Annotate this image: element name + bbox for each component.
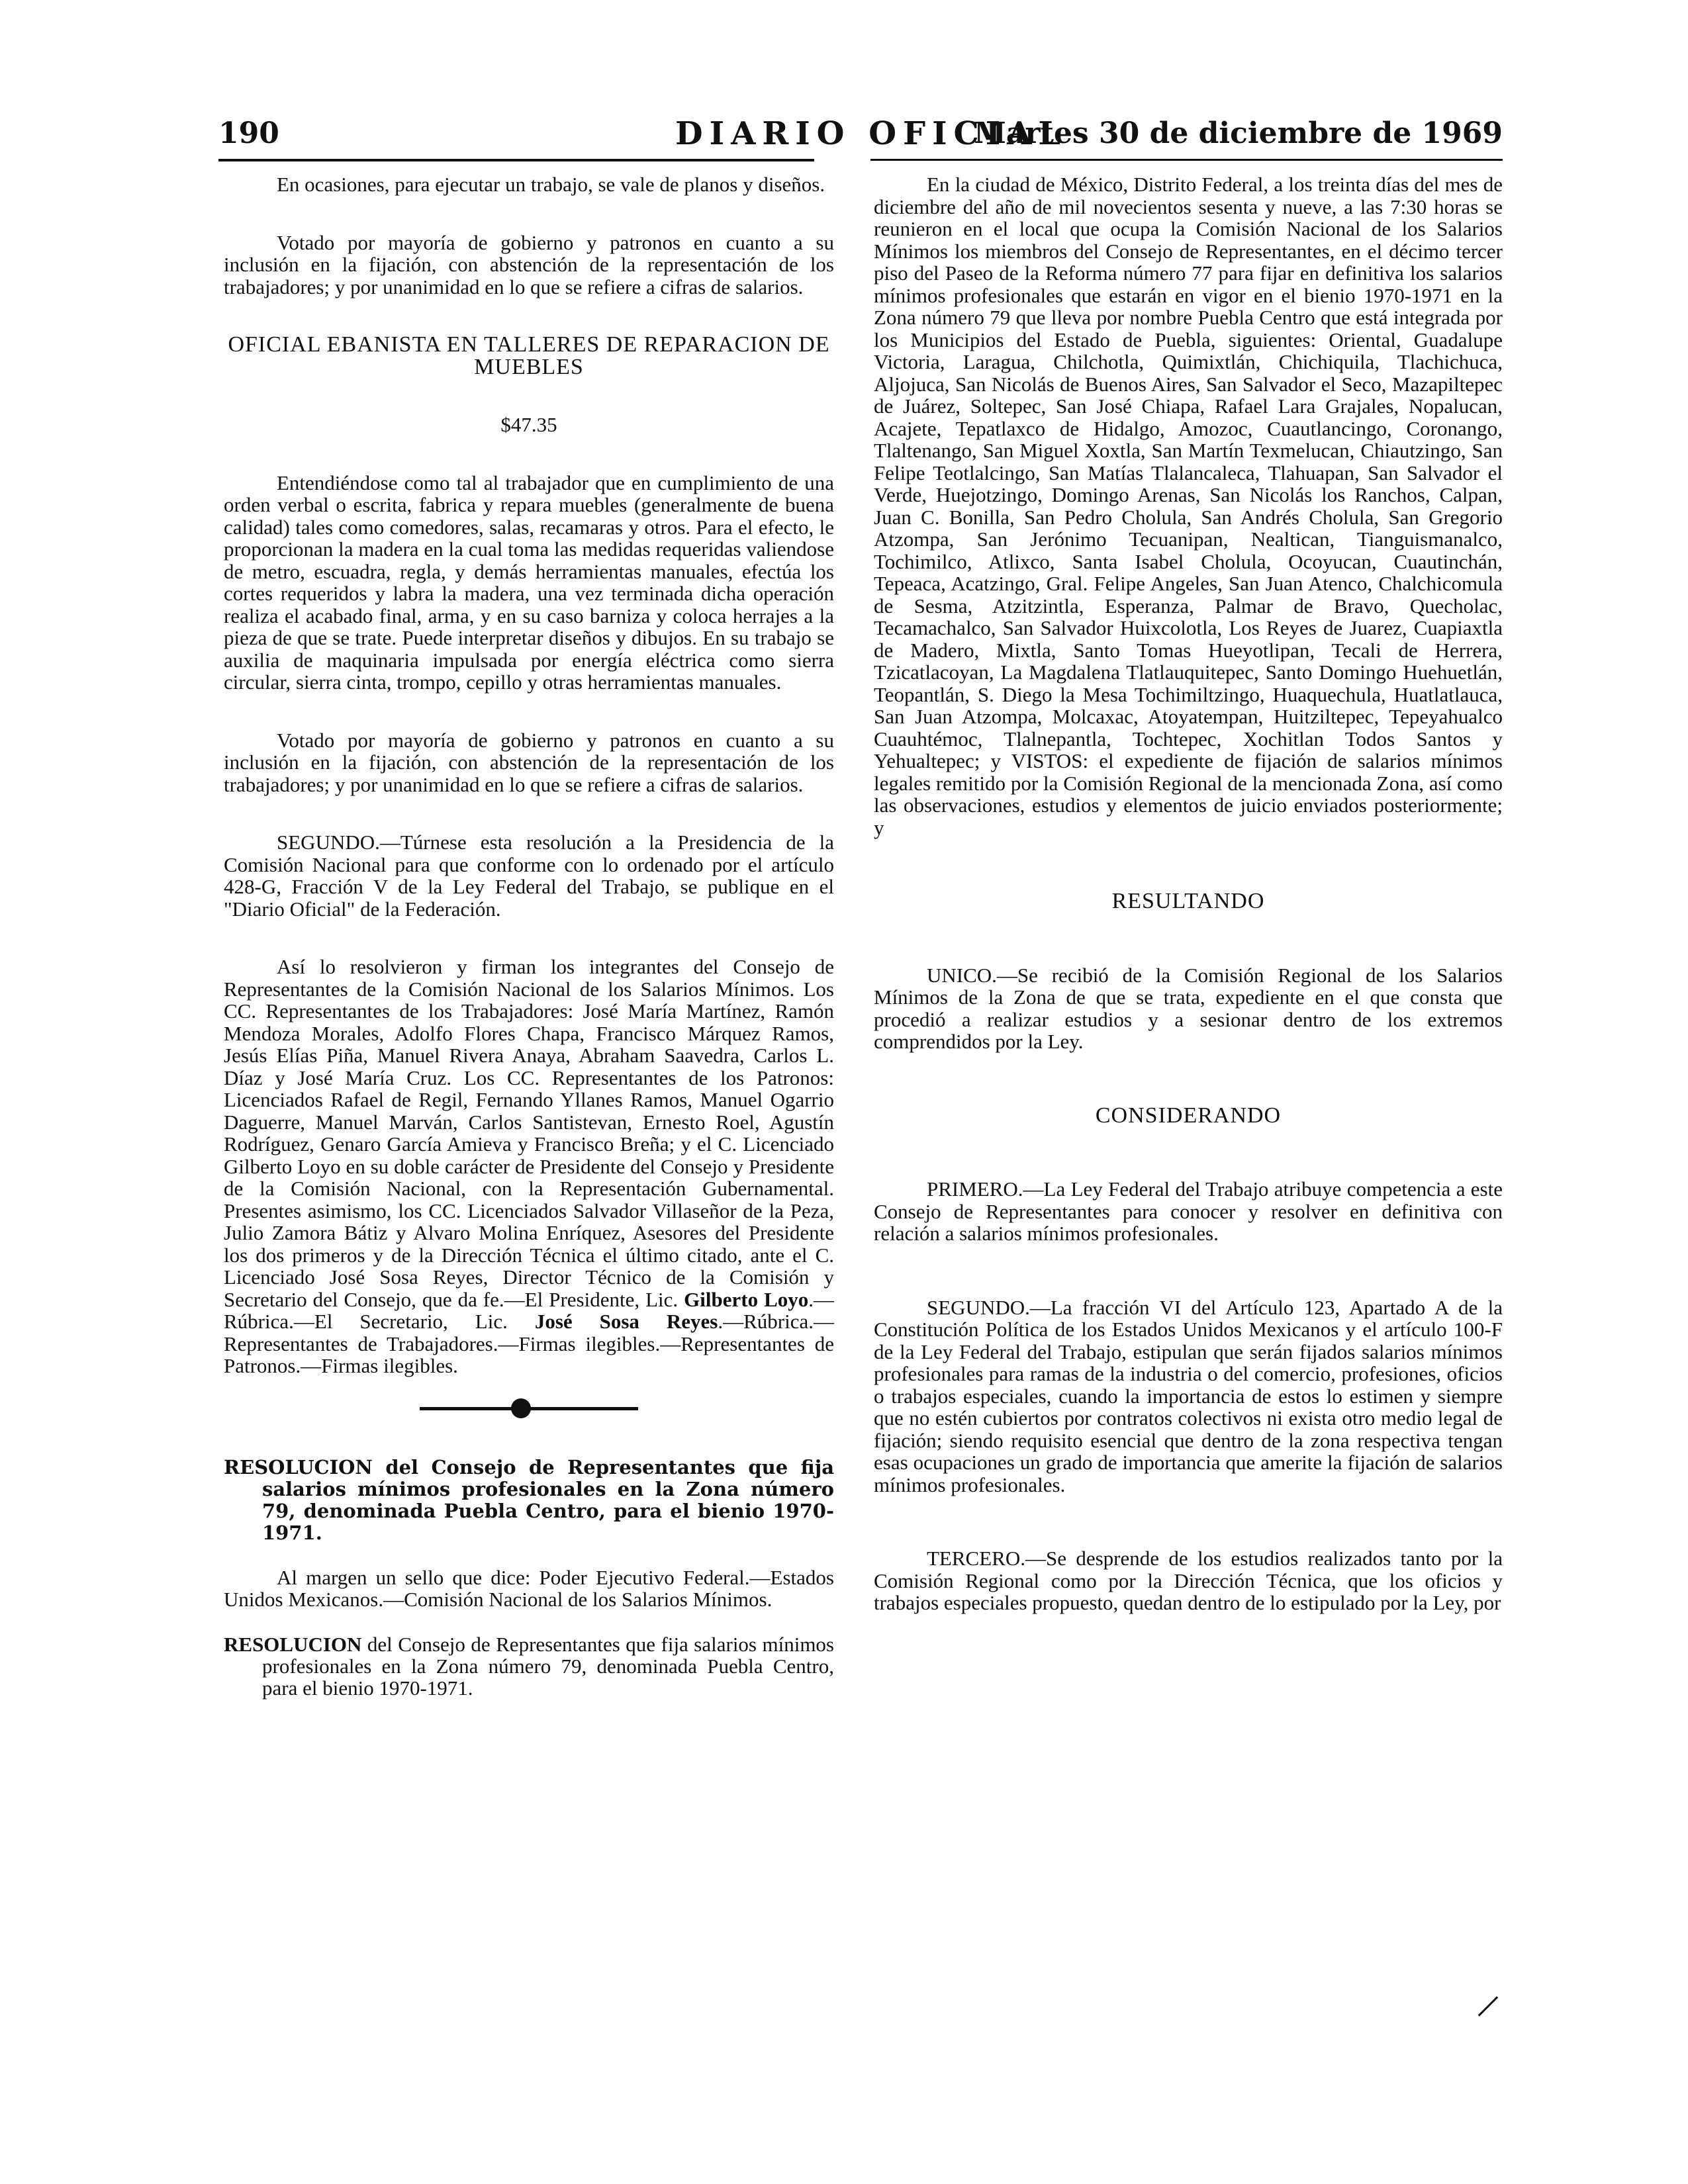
occupation-wage: $47.35	[500, 413, 557, 436]
header-rule-left	[218, 159, 814, 161]
paragraph: En ocasiones, para ejecutar un trabajo, se vale de planos y diseños.	[277, 173, 825, 196]
header-rule-right	[870, 159, 1503, 161]
signatories-text: .—Rúbrica.—El Secretario, Lic.	[224, 1287, 834, 1333]
heading-resultando: RESULTANDO	[1111, 889, 1265, 913]
secretary-name: José Sosa Reyes	[534, 1310, 718, 1333]
paragraph: En la ciudad de México, Distrito Federal, a los treinta días del mes de diciembre del año de mil novecientos sesenta y nueve, a las 7:30 horas se reunieron en el local que ocupa la Comisión Nacional de los Salarios Mínimos los miembros del Consejo de Representantes, en el décimo tercer piso del Paseo de la Reforma número 77 para fijar en definitiva los salarios mínimos profesionales que estarán en vigor en el bienio 1970-1971 en la Zona número 79 que lleva por nombre Puebla Centro que está integrada por los Municipios del Estado de Puebla, siguientes: Oriental, Guadalupe Victoria, Laragua, Chilchotla, Quimixtlán, Chichiquila, Tlachichuca, Aljojuca, San Nicolás de Buenos Aires, San Salvador el Seco, Mazapiltepec de Juárez, Soltepec, San José Chiapa, Rafael Lara Grajales, Nopalucan, Acajete, Tepatlaxco de Hidalgo, Amozoc, Cuautlancingo, Coronango, Tlaltenango, San Miguel Xoxtla, San Martín Texmelucan, Chiautzingo, San Felipe Teotlalcingo, San Matías Tlalancaleca, Tlahuapan, San Salvador el Verde, Huejotzingo, Domingo Arenas, San Nicolás los Ranchos, Calpan, Juan C. Bonilla, San Pedro Cholula, San Andrés Cholula, San Gregorio Atzompa, San Jerónimo Tecuanipan, Nealtican, Tianguismanalco, Tochimilco, Atlixco, Santa Isabel Cholula, Ocoyucan, Cuautinchán, Tepeaca, Acatzingo, Gral. Felipe Angeles, San Juan Atenco, Chalchicomula de Sesma, Atzitzintla, Esperanza, Palmar de Bravo, Quecholac, Tecamachalco, San Salvador Huixcolotla, Los Reyes de Juarez, Cuapiaxtla de Madero, Mixtla, Santo Tomas Hueyotlipan, Tecali de Herrera, Tzicatlacoyan, La Magdalena Tlatlauquitepec, Santo Domingo Huehuetlán, Teopantlán, S. Diego la Mesa Tochimiltzingo, Huaquechula, Huatlatlauca, San Juan Atzompa, Molcaxac, Atoyatempan, Huitziltepec, Tepeyahualco Cuauhtémoc, Tlalnepantla, Tochtepec, Xochitlan Todos Santos y Yehualtepec; y VISTOS: el expediente de fijación de salarios mínimos legales remitido por la Comisión Regional de la mencionada Zona, así como las observaciones, estudios y elementos de juicio enviados posteriormente; y	[874, 173, 1503, 839]
paragraph: SEGUNDO.—Túrnese esta resolución a la Presidencia de la Comisión Nacional para que conforme con lo ordenado por el artículo 428-G, Fracción V de la Ley Federal del Trabajo, se publique en el "Diario Oficial" de la Federación.	[224, 831, 834, 921]
resolution-lead: RESOLUCION	[224, 1632, 362, 1656]
right-column	[874, 173, 1503, 1614]
resolution-lead: RESOLUCION	[224, 1455, 373, 1479]
continuation-mark-icon	[1478, 1996, 1498, 2016]
signatories-paragraph	[224, 956, 834, 1377]
left-column	[224, 173, 834, 1699]
page-header	[218, 113, 1503, 152]
paragraph: SEGUNDO.—La fracción VI del Artículo 123, Apartado A de la Constitución Política de los Estados Unidos Mexicanos y el artículo 100-F de la Ley Federal del Trabajo, estipulan que serán fijados salarios mínimos profesionales para ramas de la industria o del comercio, profesiones, oficios o trabajos especiales, cuando la importancia de estos lo estimen y siempre que no estén cubiertos por contratos colectivos ni exista otro medio legal de fijación; siendo requisito esencial que dentro de la zona respectiva tengan esas ocupaciones un grado de importancia que amerite la fijación de salarios mínimos profesionales.	[874, 1295, 1503, 1496]
paragraph: UNICO.—Se recibió de la Comisión Regional de los Salarios Mínimos de la Zona de que se trata, expediente en el que consta que procedió a realizar estudios y a sesionar dentro de los extremos comprendidos por la Ley.	[874, 963, 1503, 1053]
paragraph: PRIMERO.—La Ley Federal del Trabajo atribuye competencia a este Consejo de Representantes para conocer y resolver en definitiva con relación a salarios mínimos profesionales.	[874, 1177, 1503, 1245]
paragraph: Entendiéndose como tal al trabajador que en cumplimiento de una orden verbal o escrita, fabrica y repara muebles (generalmente de buena calidad) tales como comedores, salas, recamaras y otros. Para el efecto, le proporcionan la madera en la cual toma las medidas requeridas valiendose de metro, escuadra, regla, y demás herramientas manuales, efectúa los cortes requeridos y labra la madera, una vez terminada dicha operación realiza el acabado final, arma, y en su caso barniza y coloca herrajes a la pieza de que se trate. Puede interpretar diseños y dibujos. En su trabajo se auxilia de maquinaria impulsada por energía eléctrica como sierra circular, sierra cinta, trompo, cepillo y otras herramientas manuales.	[224, 471, 834, 694]
paragraph: Votado por mayoría de gobierno y patronos en cuanto a su inclusión en la fijación, con abstención de la representación de los trabajadores; y por unanimidad en lo que se refiere a cifras de salarios.	[224, 230, 834, 298]
resolution-text: del Consejo de Representantes que fija salarios mínimos profesionales en la Zona número 79, denominada Puebla Centro, para el bienio 1970-1971.	[262, 1455, 834, 1544]
occupation-heading: OFICIAL EBANISTA EN TALLERES DE REPARACION DE MUEBLES	[228, 332, 830, 379]
section-divider	[420, 1394, 638, 1421]
signatories-text: .—Rúbrica.—Representantes de Trabajadores.—Firmas ilegibles.—Representantes de Patronos.—Firmas ilegibles.	[224, 1310, 834, 1377]
paragraph: TERCERO.—Se desprende de los estudios realizados tanto por la Comisión Regional como por la Dirección Técnica, que los oficios y trabajos especiales propuesto, quedan dentro de lo estipulado por la Ley, por	[874, 1547, 1503, 1614]
divider-dot-icon	[511, 1398, 531, 1418]
publication-date: Martes 30 de diciembre de 1969	[974, 116, 1503, 150]
heading-considerando: CONSIDERANDO	[1095, 1103, 1282, 1128]
publication-title: DIARIO OFICIAL	[675, 115, 1068, 152]
president-name: Gilberto Loyo	[684, 1287, 809, 1311]
resolution-title	[224, 1457, 834, 1544]
paragraph: Votado por mayoría de gobierno y patronos en cuanto a su inclusión en la fijación, con abstención de la representación de los trabajadores; y por unanimidad en lo que se refiere a cifras de salarios.	[224, 728, 834, 796]
signatories-text: Así lo resolvieron y firman los integrantes del Consejo de Representantes de la Comisión Nacional de los Salarios Mínimos. Los CC. Representantes de los Trabajadores: José María Martínez, Ramón Mendoza Morales, Adolfo Flores Chapa, Francisco Márquez Ramos, Jesús Elías Piña, Manuel Rivera Anaya, Abraham Saavedra, Carlos L. Díaz y José María Cruz. Los CC. Representantes de los Patronos: Licenciados Rafael de Regil, Fernando Yllanes Ramos, Manuel Ogarrio Daguerre, Manuel Marván, Carlos Santistevan, Ernesto Roel, Agustín Rodríguez, Genaro García Amieva y Francisco Breña; y el C. Licenciado Gilberto Loyo en su doble carácter de Presidente del Consejo y Presidente de la Comisión Nacional, con la Representación Gubernamental. Presentes asimismo, los CC. Licenciados Salvador Villaseñor de la Peza, Julio Zamora Bátiz y Alvaro Molina Enríquez, Asesores del Presidente los dos primeros y de la Dirección Técnica el último citado, ante el C. Licenciado José Sosa Reyes, Director Técnico de la Comisión y Secretario del Consejo, que da fe.—El Presidente, Lic.	[224, 955, 834, 1311]
resolution-repeat	[224, 1633, 834, 1699]
page-number: 190	[218, 116, 279, 150]
seal-paragraph: Al margen un sello que dice: Poder Ejecutivo Federal.—Estados Unidos Mexicanos.—Comisión Nacional de los Salarios Mínimos.	[224, 1565, 834, 1611]
resolution-text: del Consejo de Representantes que fija salarios mínimos profesionales en la Zona número 79, denominada Puebla Centro, para el bienio 1970-1971.	[262, 1632, 834, 1700]
